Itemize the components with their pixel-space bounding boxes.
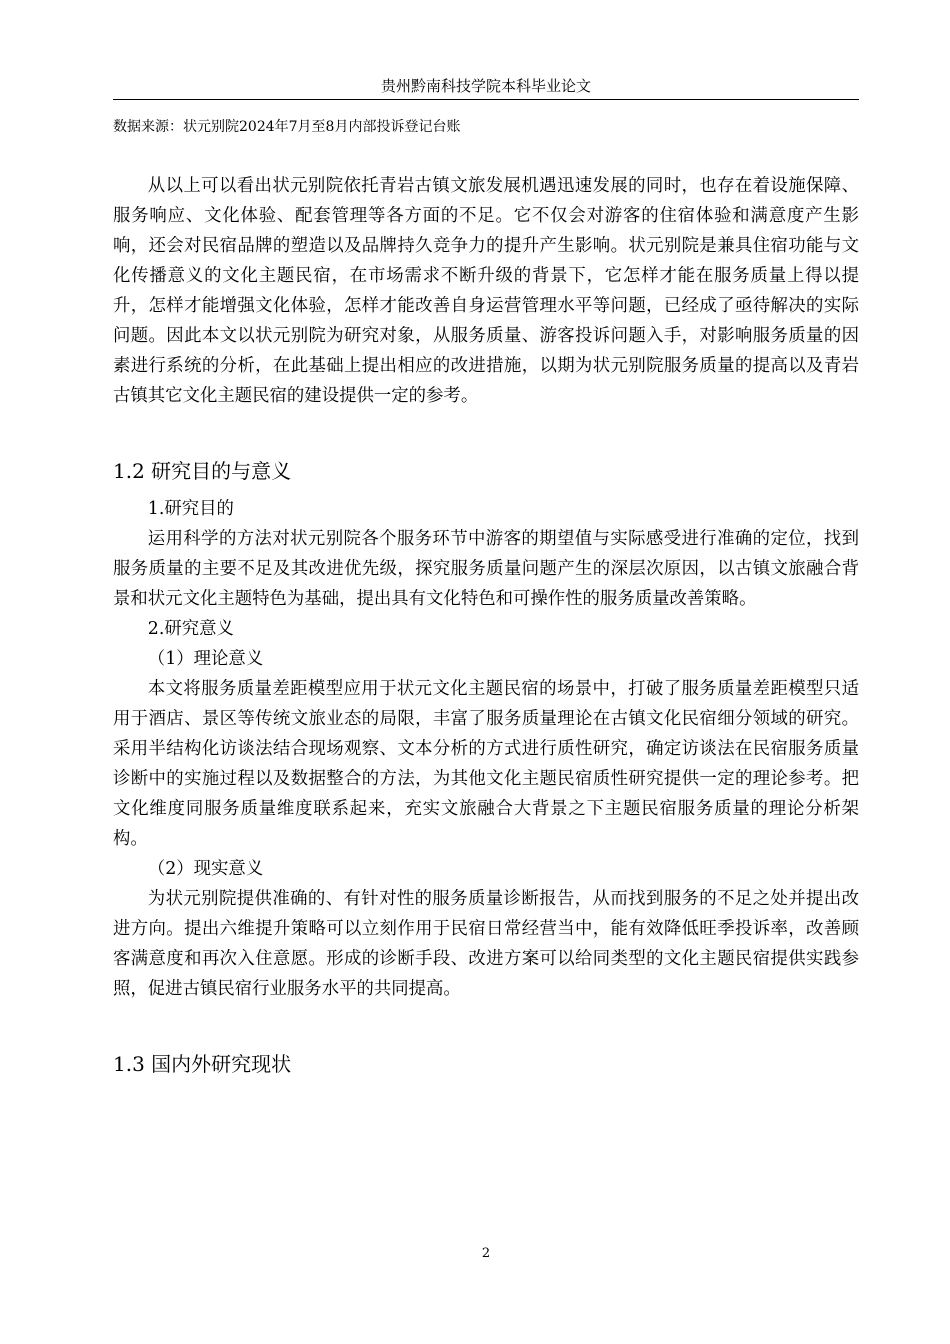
intro-paragraph: 从以上可以看出状元别院依托青岩古镇文旅发展机遇迅速发展的同时，也存在着设施保障、服务响应、文化体验、配套管理等各方面的不足。它不仅会对游客的住宿体验和满意度产生影响，还会对民宿品牌的塑造以及品牌持久竞争力的提升产生影响。状元别院是兼具住宿功能与文化传播意义的文化主题民宿，在市场需求不断升级的背景下，它怎样才能在服务质量上得以提升，怎样才能增强文化体验，怎样才能改善自身运营管理水平等问题，已经成了亟待解决的实际问题。因此本文以状元别院为研究对象，从服务质量、游客投诉问题入手，对影响服务质量的因素进行系统的分析，在此基础上提出相应的改进措施，以期为状元别院服务质量的提高以及青岩古镇其它文化主题民宿的建设提供一定的参考。 [113,176,859,406]
practice-paragraph: 为状元别院提供准确的、有针对性的服务质量诊断报告，从而找到服务的不足之处并提出改进方向。提出六维提升策略可以立刻作用于民宿日常经营当中，能有效降低旺季投诉率，改善顾客满意度和再次入住意愿。形成的诊断手段、改进方案可以给同类型的文化主题民宿提供实践参照，促进古镇民宿行业服务水平的共同提高。 [113,889,859,999]
header-divider [113,99,859,100]
section-heading-1-2: 1.2 研究目的与意义 [113,459,292,483]
main-content [113,171,859,1079]
page-header-title: 贵州黔南科技学院本科毕业论文 [380,77,591,95]
purpose-paragraph: 运用科学的方法对状元别院各个服务环节中游客的期望值与实际感受进行准确的定位，找到服务质量的主要不足及其改进优先级，探究服务质量问题产生的深层次原因，以古镇文旅融合背景和状元文化主题特色为基础，提出具有文化特色和可操作性的服务质量改善策略。 [113,529,859,609]
data-source-note: 数据来源：状元别院2024年7月至8月内部投诉登记台账 [113,119,461,135]
significance-subheading: 2.研究意义 [147,619,234,639]
purpose-subheading: 1.研究目的 [147,499,234,519]
page-number: 2 [481,1246,491,1261]
theory-paragraph: 本文将服务质量差距模型应用于状元文化主题民宿的场景中，打破了服务质量差距模型只适用于酒店、景区等传统文旅业态的局限，丰富了服务质量理论在古镇文化民宿细分领域的研究。采用半结构化访谈法结合现场观察、文本分析的方式进行质性研究，确定访谈法在民宿服务质量诊断中的实施过程以及数据整合的方法，为其他文化主题民宿质性研究提供一定的理论参考。把文化维度同服务质量维度联系起来，充实文旅融合大背景之下主题民宿服务质量的理论分析架构。 [113,679,859,849]
practice-subheading: （2）现实意义 [147,859,264,879]
theory-subheading: （1）理论意义 [147,649,264,669]
section-heading-1-3: 1.3 国内外研究现状 [113,1052,292,1076]
